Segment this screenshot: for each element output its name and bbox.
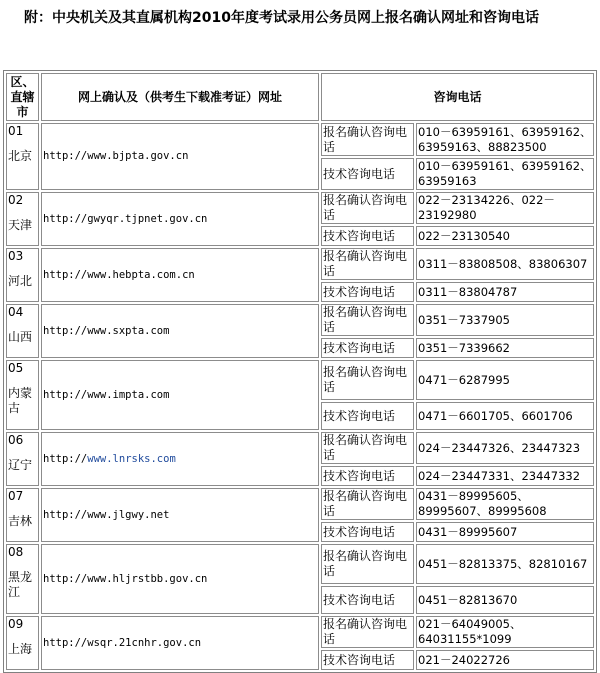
region-code: 08 [8, 545, 24, 559]
tech-phone: 021－24022726 [416, 650, 594, 670]
tech-label: 技术咨询电话 [321, 338, 414, 358]
url-cell[interactable] [41, 488, 319, 542]
confirm-label: 报名确认咨询电话 [321, 304, 414, 336]
confirm-phone: 0431－89995605、89995607、89995608 [416, 488, 594, 520]
confirm-label: 报名确认咨询电话 [321, 192, 414, 224]
url-text[interactable]: http://wsqr.21cnhr.gov.cn [43, 636, 202, 649]
region-cell [6, 616, 39, 670]
region-code: 09 [8, 617, 24, 631]
tech-phone: 010－63959161、63959162、63959163 [416, 158, 594, 190]
confirm-phone: 024－23447326、23447323 [416, 432, 594, 464]
region-cell [6, 432, 39, 486]
region-code: 07 [8, 489, 24, 503]
region-name: 吉林 [8, 514, 33, 528]
region-name: 上海 [8, 642, 33, 656]
url-cell[interactable] [41, 432, 319, 486]
region-name: 内蒙古 [8, 386, 33, 415]
tech-label: 技术咨询电话 [321, 586, 414, 614]
url-cell[interactable] [41, 616, 319, 670]
region-name: 天津 [8, 218, 33, 232]
tech-phone: 024－23447331、23447332 [416, 466, 594, 486]
tech-label: 技术咨询电话 [321, 226, 414, 246]
confirm-phone: 0471－6287995 [416, 360, 594, 400]
confirm-phone: 010－63959161、63959162、63959163、88823500 [416, 123, 594, 156]
confirm-label: 报名确认咨询电话 [321, 123, 414, 156]
region-code: 05 [8, 361, 24, 375]
url-text[interactable]: http://www.sxpta.com [43, 324, 170, 337]
table-row [6, 123, 594, 156]
url-cell[interactable] [41, 192, 319, 246]
region-cell [6, 192, 39, 246]
url-cell[interactable] [41, 248, 319, 302]
url-text[interactable]: http://www.jlgwy.net [43, 508, 170, 521]
tech-label: 技术咨询电话 [321, 158, 414, 190]
url-text[interactable]: http://www.bjpta.gov.cn [43, 150, 189, 162]
confirm-label: 报名确认咨询电话 [321, 616, 414, 648]
region-cell [6, 360, 39, 430]
url-cell[interactable] [41, 360, 319, 430]
url-text[interactable]: http://www.hljrstbb.gov.cn [43, 572, 208, 585]
page-title: 附：中央机关及其直属机构2010年度考试录用公务员网上报名确认网址和咨询电话 [24, 10, 539, 26]
region-name: 北京 [8, 149, 33, 163]
region-code: 03 [8, 249, 24, 263]
tech-phone: 0451－82813670 [416, 586, 594, 614]
region-name: 山西 [8, 330, 33, 344]
tech-phone: 0471－6601705、6601706 [416, 402, 594, 430]
region-cell [6, 304, 39, 358]
url-text[interactable]: http://gwyqr.tjpnet.gov.cn [43, 212, 208, 225]
confirm-phone: 0351－7337905 [416, 304, 594, 336]
confirm-phone: 022－23134226、022－23192980 [416, 192, 594, 224]
region-cell [6, 488, 39, 542]
contact-table [3, 70, 597, 673]
url-text[interactable]: http://www.impta.com [43, 388, 170, 401]
confirm-label: 报名确认咨询电话 [321, 248, 414, 280]
tech-phone: 0311－83804787 [416, 282, 594, 302]
header-row [6, 73, 594, 121]
confirm-phone: 021－64049005、64031155*1099 [416, 616, 594, 648]
region-name: 河北 [8, 274, 33, 288]
tech-phone: 0431－89995607 [416, 522, 594, 542]
table-row [6, 192, 594, 224]
table-row [6, 248, 594, 280]
tech-phone: 0351－7339662 [416, 338, 594, 358]
header-region: 区、直辖市 [6, 73, 39, 121]
url-text[interactable]: http://www.hebpta.com.cn [43, 268, 195, 281]
tech-label: 技术咨询电话 [321, 282, 414, 302]
header-phone: 咨询电话 [321, 73, 594, 121]
region-code: 02 [8, 193, 24, 207]
tech-label: 技术咨询电话 [321, 650, 414, 670]
confirm-label: 报名确认咨询电话 [321, 488, 414, 520]
confirm-label: 报名确认咨询电话 [321, 360, 414, 400]
tech-label: 技术咨询电话 [321, 402, 414, 430]
table-row [6, 304, 594, 336]
region-code: 01 [8, 124, 24, 138]
confirm-phone: 0311－83808508、83806307 [416, 248, 594, 280]
region-cell [6, 248, 39, 302]
region-cell [6, 123, 39, 190]
tech-label: 技术咨询电话 [321, 466, 414, 486]
region-name: 辽宁 [8, 458, 33, 472]
tech-label: 技术咨询电话 [321, 522, 414, 542]
confirm-label: 报名确认咨询电话 [321, 432, 414, 464]
url-cell[interactable] [41, 544, 319, 614]
url-cell[interactable] [41, 304, 319, 358]
tech-phone: 022－23130540 [416, 226, 594, 246]
region-code: 04 [8, 305, 24, 319]
region-cell [6, 544, 39, 614]
url-link[interactable]: www.lnrsks.com [87, 452, 176, 465]
table-row [6, 432, 594, 464]
confirm-label: 报名确认咨询电话 [321, 544, 414, 584]
url-text[interactable]: http:// [43, 452, 88, 465]
table-row [6, 544, 594, 584]
table-row [6, 488, 594, 520]
url-cell[interactable] [41, 123, 319, 190]
table-row [6, 616, 594, 648]
confirm-phone: 0451－82813375、82810167 [416, 544, 594, 584]
table-row [6, 360, 594, 400]
region-name: 黑龙江 [8, 570, 33, 599]
header-url: 网上确认及（供考生下载准考证）网址 [41, 73, 319, 121]
region-code: 06 [8, 433, 24, 447]
